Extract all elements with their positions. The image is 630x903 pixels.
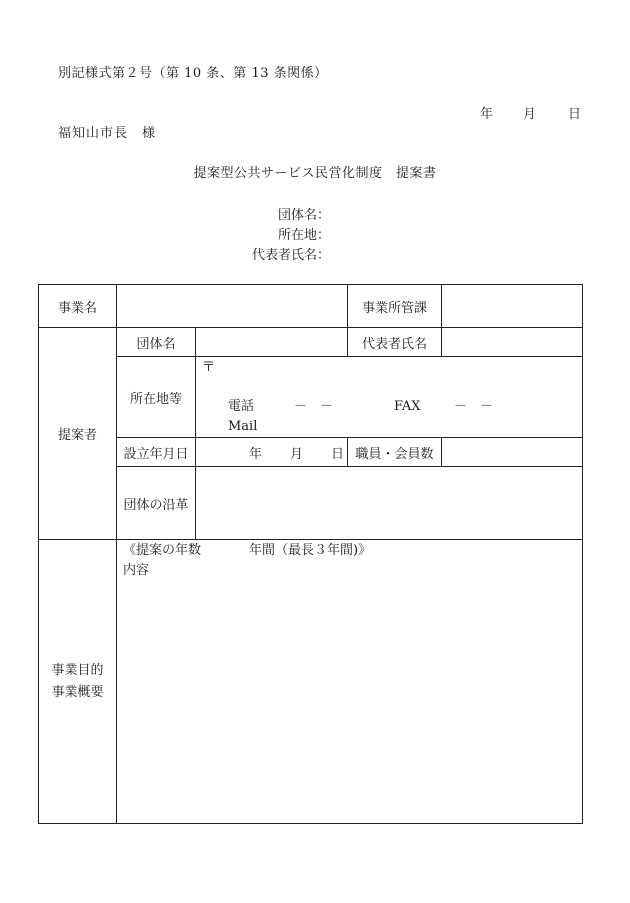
- applicant-representative-label: 代表者氏名：: [251, 248, 330, 263]
- proposal-form-table: [38, 284, 583, 824]
- proposal-years-open: 《提案の年数: [123, 543, 202, 558]
- est-year-label: 年: [248, 446, 262, 462]
- history-label: 団体の沿革: [117, 467, 196, 540]
- address-label: 所在地等: [117, 357, 196, 438]
- phone-separators: － －: [294, 399, 334, 414]
- established-date-field[interactable]: [196, 438, 348, 467]
- form-number-label: 別記様式第２号（第 10 条、第 13 条関係）: [58, 66, 328, 81]
- staff-count-field[interactable]: [442, 438, 583, 467]
- history-field[interactable]: [196, 467, 583, 540]
- overview-label: 事業概要: [51, 684, 104, 700]
- est-month-label: 月: [289, 446, 303, 462]
- phone-label: 電話: [228, 399, 255, 414]
- group-name-label: 団体名: [117, 328, 196, 357]
- fax-separators: － －: [454, 399, 494, 414]
- fax-label: FAX: [394, 399, 421, 414]
- proposal-years-close: 年間（最長３年間)》: [249, 543, 372, 558]
- proposer-label: 提案者: [39, 328, 117, 540]
- applicant-location-label: 所在地：: [277, 228, 330, 243]
- representative-label: 代表者氏名: [348, 328, 442, 357]
- purpose-overview-field[interactable]: [117, 540, 583, 824]
- business-name-field[interactable]: [117, 285, 348, 328]
- address-field[interactable]: [196, 357, 583, 438]
- mail-label: Mail: [228, 419, 258, 434]
- business-name-label: 事業名: [39, 285, 117, 328]
- representative-field[interactable]: [442, 328, 583, 357]
- purpose-overview-label: [39, 540, 117, 824]
- applicant-group-name-label: 団体名：: [277, 208, 330, 223]
- established-date-label: 設立年月日: [117, 438, 196, 467]
- est-day-label: 日: [331, 446, 345, 462]
- date-month-label: 月: [523, 107, 537, 122]
- postal-mark: 〒: [202, 360, 216, 375]
- office-dept-field[interactable]: [442, 285, 583, 328]
- purpose-label: 事業目的: [51, 662, 104, 678]
- document-title: 提案型公共サービス民営化制度 提案書: [193, 166, 437, 181]
- office-dept-label: 事業所管課: [348, 285, 442, 328]
- staff-count-label: 職員・会員数: [348, 438, 442, 467]
- date-day-label: 日: [568, 107, 582, 122]
- submission-date: [480, 107, 581, 123]
- group-name-field[interactable]: [196, 328, 348, 357]
- proposal-years-line: [117, 543, 582, 559]
- content-label: 内容: [123, 563, 150, 578]
- applicant-info-block: [250, 206, 330, 266]
- date-year-label: 年: [480, 107, 494, 122]
- addressee: 福知山市長 様: [58, 126, 157, 141]
